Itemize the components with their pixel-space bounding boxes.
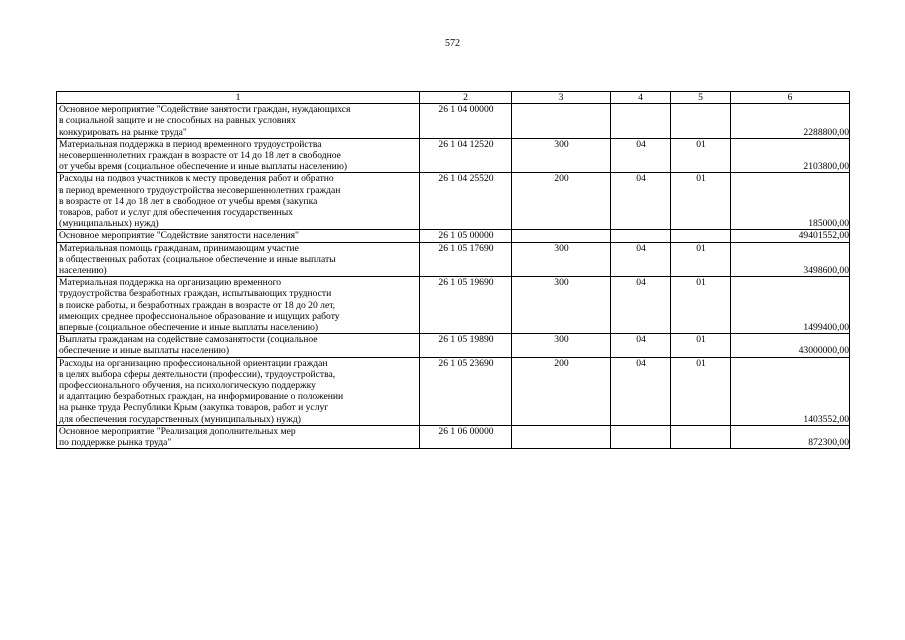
row-name: Основное мероприятие "Реализация дополнительных мер по поддержке рынка труда" bbox=[57, 425, 420, 448]
row-code: 26 1 05 17690 bbox=[420, 242, 512, 277]
header-row bbox=[57, 92, 850, 104]
row-section: 04 bbox=[611, 277, 671, 334]
table-row bbox=[57, 357, 850, 425]
row-amount: 872300,00 bbox=[731, 425, 850, 448]
row-expense-type: 300 bbox=[512, 138, 611, 173]
row-section bbox=[611, 425, 671, 448]
row-name: Выплаты гражданам на содействие самозанятости (социальное обеспечение и иные выплаты населению) bbox=[57, 334, 420, 357]
row-code: 26 1 04 00000 bbox=[420, 104, 512, 139]
row-amount: 1499400,00 bbox=[731, 277, 850, 334]
table-row bbox=[57, 138, 850, 173]
row-subsection: 01 bbox=[671, 357, 731, 425]
row-section: 04 bbox=[611, 357, 671, 425]
row-name: Материальная поддержка на организацию временного трудоустройства безработных граждан, испытывающих трудности в поиске работы, и безработных граждан в возрасте от 18 до 20 лет, имеющих среднее профессиональное образование и ищущих работу впервые (социальное обеспечение и иные выплаты населению) bbox=[57, 277, 420, 334]
row-expense-type: 300 bbox=[512, 277, 611, 334]
table-row bbox=[57, 173, 850, 230]
row-subsection: 01 bbox=[671, 242, 731, 277]
row-name: Расходы на организацию профессиональной ориентации граждан в целях выбора сферы деятельности (профессии), трудоустройства, профессионального обучения, на психологическую поддержку и адаптацию безработных граждан, на информирование о положении на рынке труда Республики Крым (закупка товаров, работ и услуг для обеспечения государственных (муниципальных) нужд) bbox=[57, 357, 420, 425]
row-code: 26 1 05 23690 bbox=[420, 357, 512, 425]
page-number: 572 bbox=[445, 38, 460, 49]
row-subsection bbox=[671, 104, 731, 139]
row-code: 26 1 05 00000 bbox=[420, 230, 512, 242]
row-subsection: 01 bbox=[671, 334, 731, 357]
row-amount: 3498600,00 bbox=[731, 242, 850, 277]
row-subsection bbox=[671, 425, 731, 448]
table-row bbox=[57, 334, 850, 357]
header-cell-5: 5 bbox=[671, 92, 731, 104]
row-section bbox=[611, 230, 671, 242]
header-cell-4: 4 bbox=[611, 92, 671, 104]
row-name: Материальная помощь гражданам, принимающим участие в общественных работах (социальное обеспечение и иные выплаты населению) bbox=[57, 242, 420, 277]
row-subsection: 01 bbox=[671, 277, 731, 334]
row-expense-type bbox=[512, 425, 611, 448]
row-name: Основное мероприятие "Содействие занятости граждан, нуждающихся в социальной защите и не способных на равных условиях конкурировать на рынке труда" bbox=[57, 104, 420, 139]
row-amount: 49401552,00 bbox=[731, 230, 850, 242]
table-row bbox=[57, 104, 850, 139]
row-section: 04 bbox=[611, 138, 671, 173]
row-amount: 43000000,00 bbox=[731, 334, 850, 357]
row-amount: 185000,00 bbox=[731, 173, 850, 230]
row-amount: 1403552,00 bbox=[731, 357, 850, 425]
row-code: 26 1 05 19690 bbox=[420, 277, 512, 334]
row-amount: 2103800,00 bbox=[731, 138, 850, 173]
table-row bbox=[57, 230, 850, 242]
row-code: 26 1 05 19890 bbox=[420, 334, 512, 357]
row-code: 26 1 04 25520 bbox=[420, 173, 512, 230]
table-body bbox=[57, 92, 850, 449]
header-cell-2: 2 bbox=[420, 92, 512, 104]
row-name: Основное мероприятие "Содействие занятости населения" bbox=[57, 230, 420, 242]
budget-table bbox=[56, 91, 850, 449]
row-amount: 2288800,00 bbox=[731, 104, 850, 139]
row-subsection: 01 bbox=[671, 138, 731, 173]
row-name: Материальная поддержка в период временного трудоустройства несовершеннолетних граждан в возрасте от 14 до 18 лет в свободное от учебы время (социальное обеспечение и иные выплаты населению) bbox=[57, 138, 420, 173]
header-cell-1: 1 bbox=[57, 92, 420, 104]
row-subsection bbox=[671, 230, 731, 242]
table-row bbox=[57, 242, 850, 277]
row-section: 04 bbox=[611, 173, 671, 230]
row-code: 26 1 04 12520 bbox=[420, 138, 512, 173]
row-section: 04 bbox=[611, 334, 671, 357]
row-name: Расходы на подвоз участников к месту проведения работ и обратно в период временного трудоустройства несовершеннолетних граждан в возрасте от 14 до 18 лет в свободное от учебы время (закупка товаров, работ и услуг для обеспечения государственных (муниципальных) нужд) bbox=[57, 173, 420, 230]
row-subsection: 01 bbox=[671, 173, 731, 230]
row-section: 04 bbox=[611, 242, 671, 277]
row-code: 26 1 06 00000 bbox=[420, 425, 512, 448]
row-expense-type bbox=[512, 104, 611, 139]
row-expense-type: 200 bbox=[512, 173, 611, 230]
header-cell-3: 3 bbox=[512, 92, 611, 104]
table-row bbox=[57, 425, 850, 448]
row-expense-type bbox=[512, 230, 611, 242]
table-row bbox=[57, 277, 850, 334]
header-cell-6: 6 bbox=[731, 92, 850, 104]
row-expense-type: 300 bbox=[512, 242, 611, 277]
row-expense-type: 300 bbox=[512, 334, 611, 357]
row-section bbox=[611, 104, 671, 139]
row-expense-type: 200 bbox=[512, 357, 611, 425]
